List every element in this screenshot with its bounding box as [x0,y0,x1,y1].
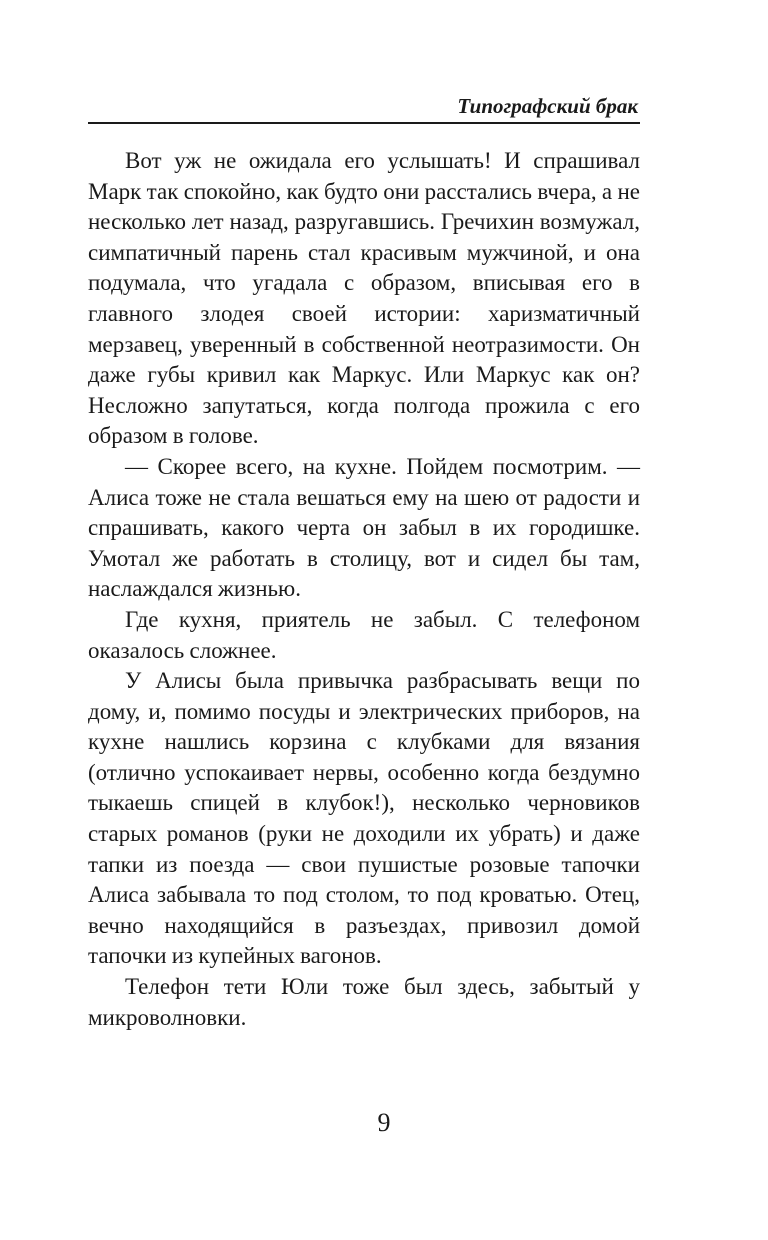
page-number: 9 [377,1108,391,1137]
paragraph: — Скорее всего, на кухне. Пойдем посмотрим. — Алиса тоже не стала вешаться ему на шею от радости и спрашивать, какого черта он забыл в их городишке. Умотал же работать в столицу, вот и сидел бы там, наслаждался жизнью. [88,453,640,602]
paragraph: Телефон тети Юли тоже был здесь, забытый у микроволновки. [88,974,640,1030]
running-head [88,88,640,124]
running-title: Типографский брак [457,94,638,118]
paragraph: Где кухня, приятель не забыл. С телефоном оказалось сложнее. [88,606,640,663]
paragraph: У Алисы была привычка разбрасывать вещи по дому, и, помимо посуды и электрических приборов, на кухне нашлись корзина с клубками для вязания (отлично успокаивает нервы, особенно когда бездумно тыкаешь спицей в клубок!), несколько черновиков старых романов (руки не доходили их убрать) и даже тапки из поезда — свои пушистые розовые тапочки Алиса забывала то под столом, то под кроватью. Отец, вечно находящийся в разъездах, привозил домой тапочки из купейных вагонов. [88,668,640,969]
paragraph: Вот уж не ожидала его услышать! И спрашивал Марк так спокойно, как будто они расстались вчера, а не несколько лет назад, разругавшись. Гречихин возмужал, симпатичный парень стал красивым мужчиной, и она подумала, что угадала с образом, вписывая его в главного злодея своей истории: харизматичный мерзавец, уверенный в собственной неотразимости. Он даже губы кривил как Маркус. Или Маркус как он? Несложно запутаться, когда полгода прожила с его образом в голове. [88,148,640,449]
body-text [88,146,640,1033]
